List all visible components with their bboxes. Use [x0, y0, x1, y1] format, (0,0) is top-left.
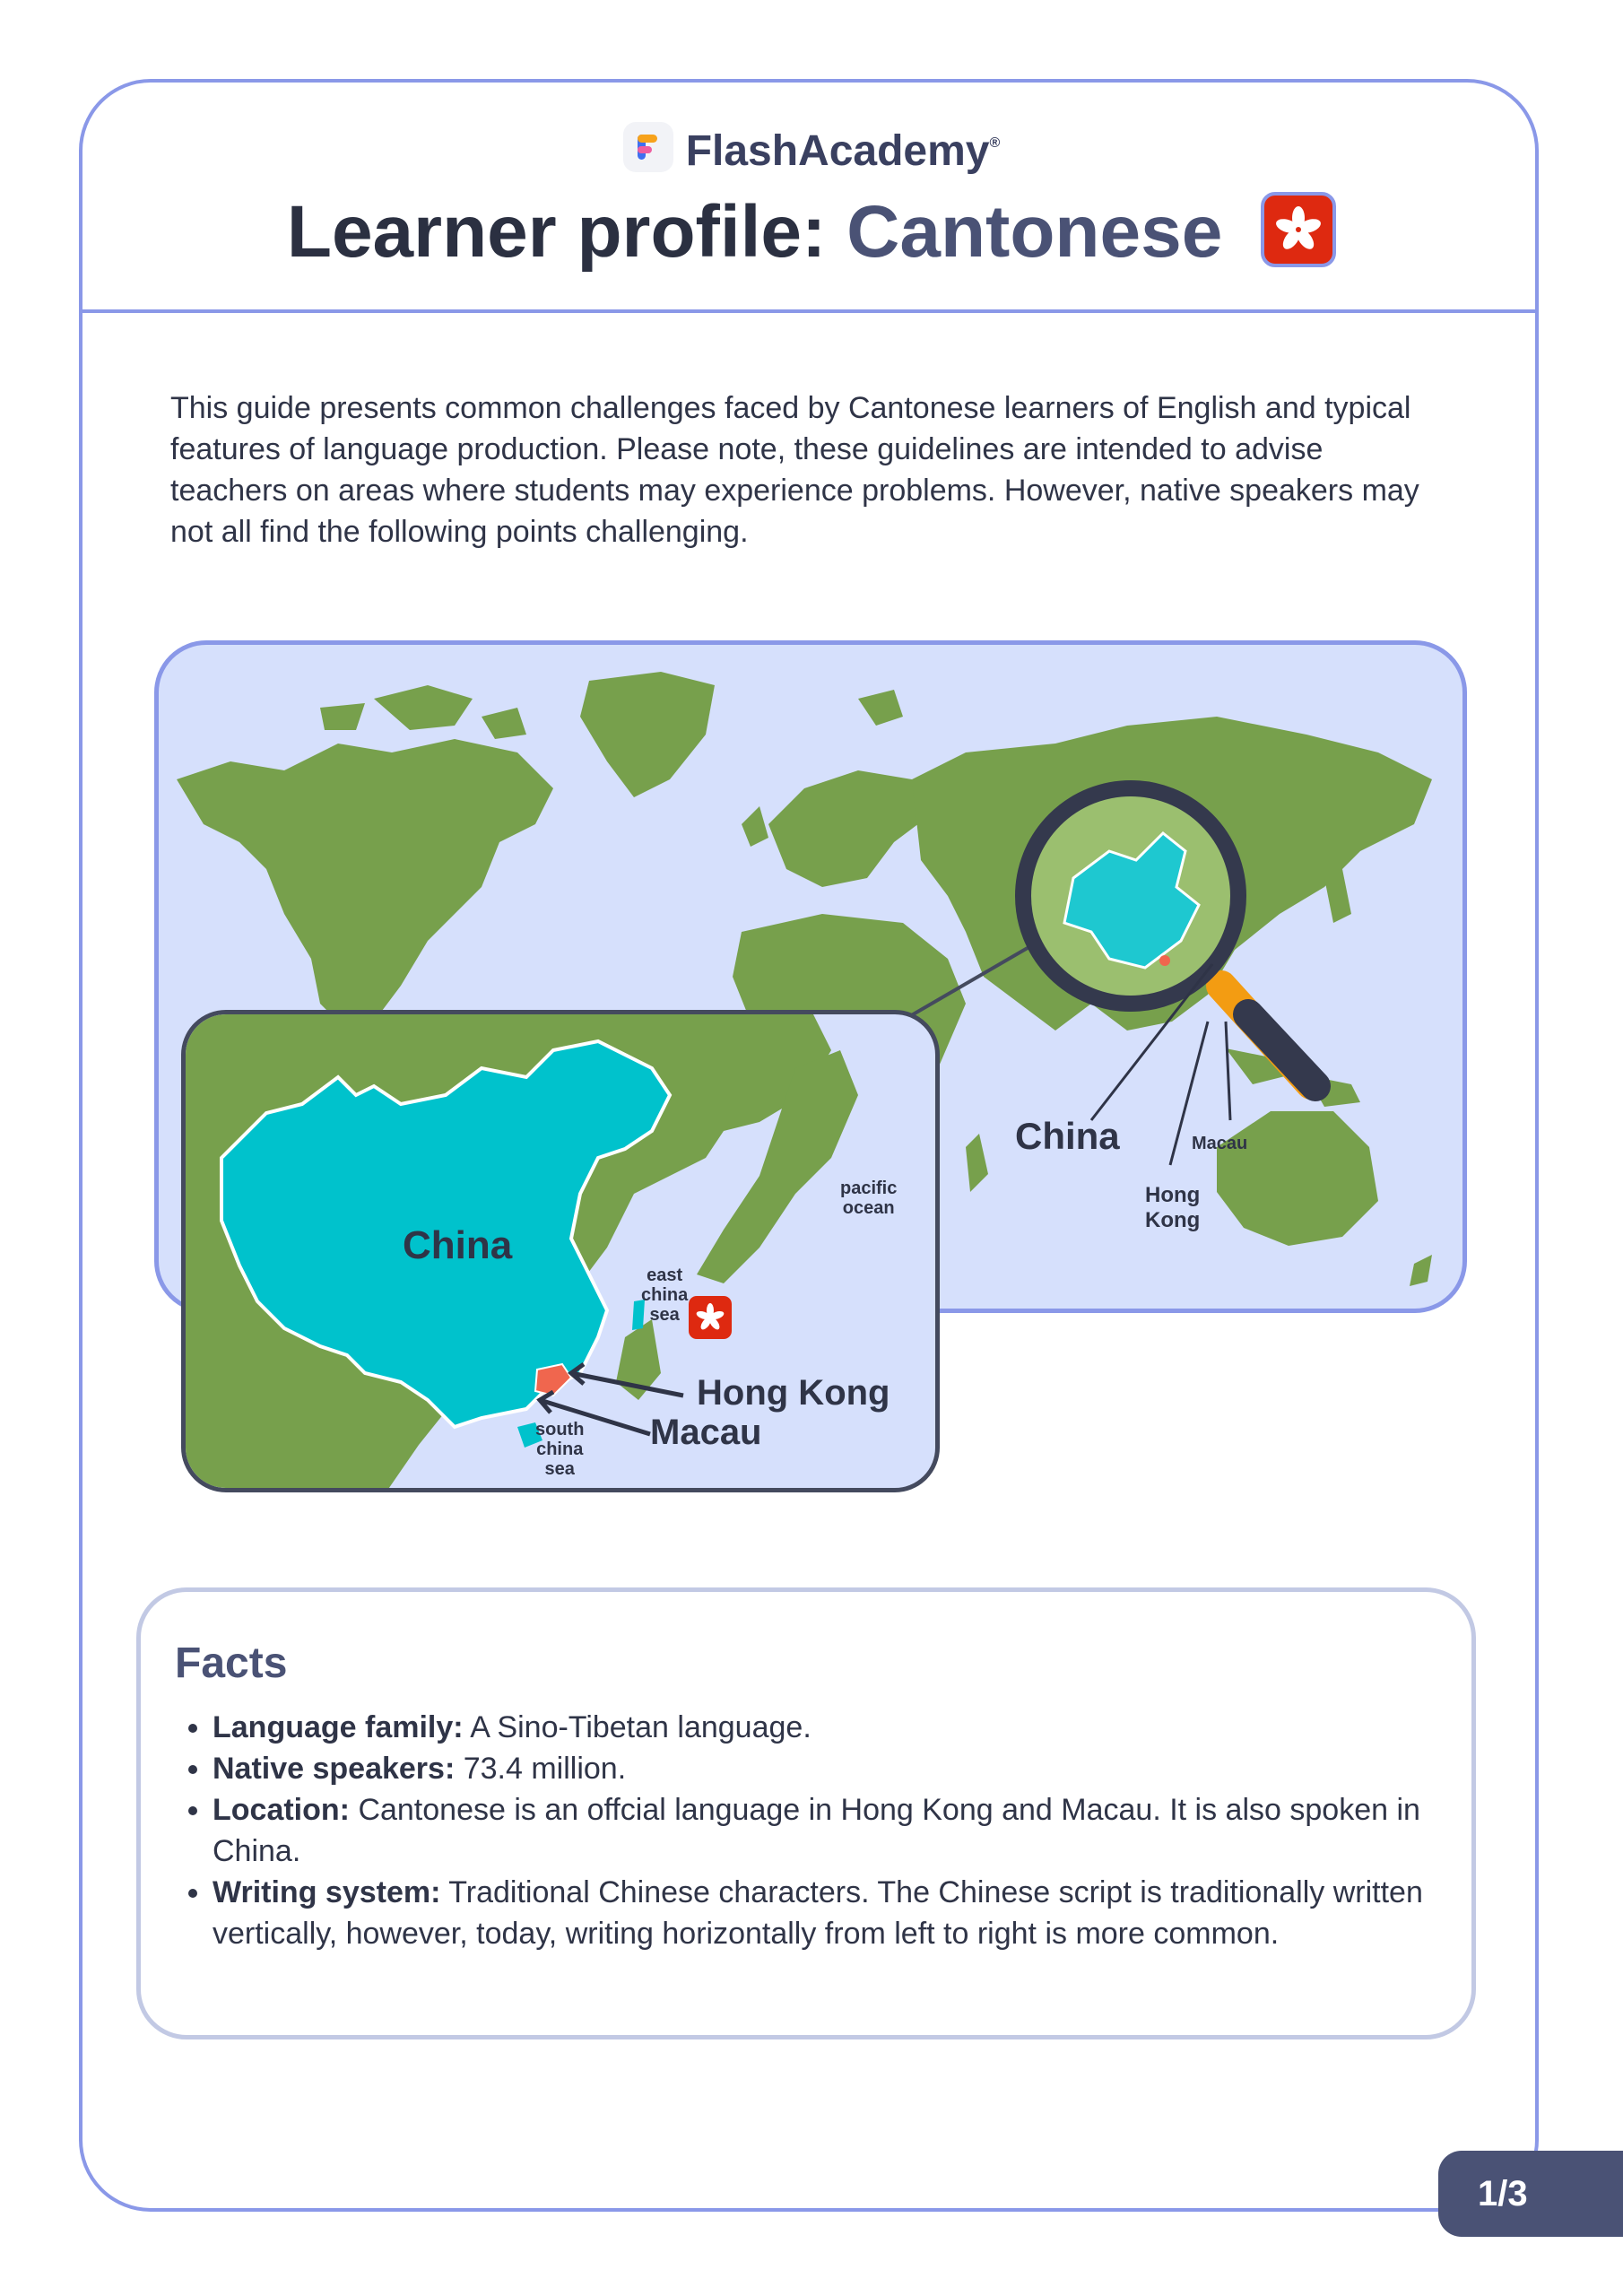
main-map-label-hong-kong-line2: Kong [1145, 1208, 1201, 1232]
facts-list [173, 1707, 1459, 1954]
inset-label-china: China [403, 1223, 513, 1267]
title-language: Cantonese [846, 191, 1223, 273]
fact-item [213, 1748, 1459, 1789]
fact-label: Language family: [213, 1710, 464, 1744]
inset-hong-kong-flag-icon [689, 1296, 732, 1339]
inset-label-pacific-line2: ocean [842, 1198, 895, 1218]
page-number-badge: 1/3 [1438, 2151, 1623, 2237]
flashacademy-logo-icon [623, 122, 673, 172]
facts-box [136, 1587, 1476, 2039]
brand-logo [0, 124, 1623, 176]
hong-kong-flag-icon [1261, 192, 1336, 267]
inset-label-ecs-line1: east [647, 1265, 683, 1285]
header-divider [82, 309, 1539, 313]
inset-label-macau: Macau [650, 1413, 762, 1452]
fact-label: Location: [213, 1793, 350, 1827]
fact-item [213, 1789, 1459, 1872]
facts-title: Facts [175, 1639, 288, 1687]
page-title [0, 190, 1623, 274]
fact-text: A Sino-Tibetan language. [470, 1710, 812, 1744]
fact-label: Writing system: [213, 1875, 441, 1909]
brand-name: FlashAcademy [685, 126, 990, 175]
brand-registered-mark: ® [989, 135, 1001, 151]
inset-label-south-china-sea [535, 1420, 584, 1479]
inset-label-hong-kong: Hong Kong [697, 1373, 890, 1413]
fact-text: Traditional Chinese characters. The Chinese script is traditionally written vertically, however, today, writing horizontally from left to right is more common. [213, 1875, 1423, 1951]
fact-text: Cantonese is an offcial language in Hong Kong and Macau. It is also spoken in China. [213, 1793, 1420, 1868]
main-map-label-macau: Macau [1192, 1134, 1248, 1153]
inset-label-scs-line1: south [535, 1420, 585, 1439]
title-prefix: Learner profile: [286, 191, 827, 273]
main-map-label-hong-kong-line1: Hong [1145, 1183, 1201, 1207]
inset-label-ecs-line2: china [641, 1285, 689, 1305]
intro-paragraph: This guide presents common challenges faced by Cantonese learners of English and typical features of language production. Please note, these guidelines are intended to advise teachers on areas where students may experience problems. However, native speakers may not all find the following points challenging. [170, 391, 1419, 549]
main-map-label-hong-kong [1145, 1183, 1200, 1233]
fact-label: Native speakers: [213, 1752, 456, 1786]
fact-item [213, 1707, 1459, 1748]
inset-label-ecs-line3: sea [649, 1305, 680, 1325]
inset-label-east-china-sea [641, 1265, 688, 1325]
inset-label-pacific-line1: pacific [840, 1178, 898, 1198]
inset-label-pacific-ocean [840, 1178, 897, 1218]
inset-map [181, 1010, 940, 1492]
inset-label-scs-line2: china [536, 1439, 584, 1459]
fact-text: 73.4 million. [463, 1752, 627, 1786]
inset-label-scs-line3: sea [544, 1459, 575, 1479]
fact-item [213, 1872, 1459, 1954]
main-map-label-china: China [1015, 1115, 1120, 1157]
